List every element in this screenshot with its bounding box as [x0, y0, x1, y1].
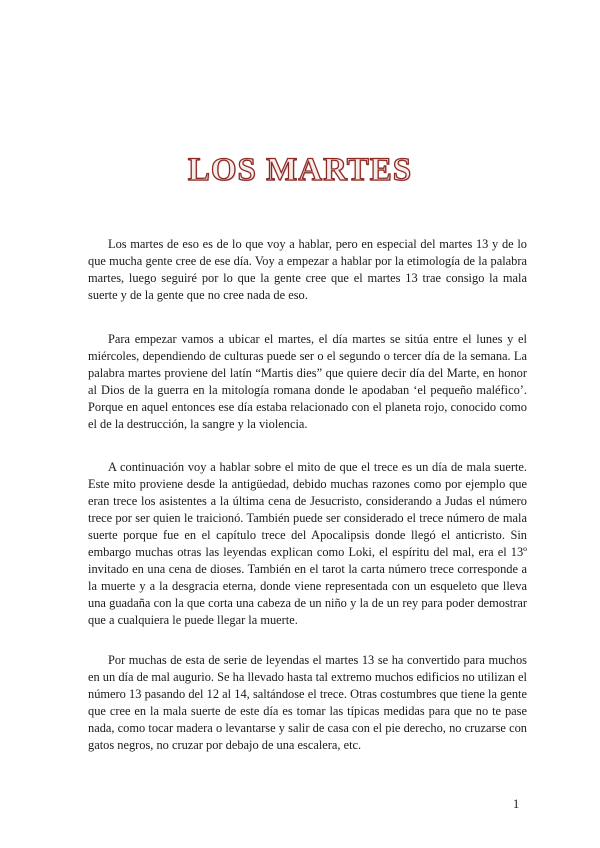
paragraph-intro: Los martes de eso es de lo que voy a hablar, pero en especial del martes 13 y de lo que mucha gente cree de ese día. Voy a empezar a hablar por la etimología de la palabra martes, luego seguiré por lo que la gente cree que el martes 13 trae consigo la mala suerte y de la gente que no cree nada de eso. [88, 237, 527, 302]
paragraph-myth: A continuación voy a hablar sobre el mito de que el trece es un día de mala suerte. Este mito proviene desde la antigüedad, debido muchas razones como por ejemplo que eran trece los asistentes a la última cena de Jesucristo, considerando a Judas el número trece por ser quien le traicionó. También puede ser considerado el trece número de mala suerte porque fue en el capítulo trece del Apocalipsis donde llegó el anticristo. Sin embargo muchas otras las leyendas explican como Loki, el espíritu del mal, era el 13º invitado en una cena de dioses. También en el tarot la carta número trece corresponde a la muerte y a la desgracia eterna, donde viene representada con un esqueleto que lleva una guadaña con la que corta una cabeza de un niño y la de un rey para poder demostrar que a cualquiera le puede llegar la muerte. [88, 460, 527, 627]
paragraph-etymology: Para empezar vamos a ubicar el martes, el día martes se sitúa entre el lunes y el miércoles, dependiendo de culturas puede ser o el segundo o tercer día de la semana. La palabra martes proviene del latín “Martis dies” que quiere decir día del Marte, en honor al Dios de la guerra en la mitología romana donde le apodaban ‘el pequeño maléfico’. Porque en aquel entonces ese día estaba relacionado con el planeta rojo, conocido como el de la destrucción, la sangre y la violencia. [88, 332, 527, 431]
page-number: 1 [513, 797, 520, 811]
paragraph-customs: Por muchas de esta de serie de leyendas el martes 13 se ha convertido para muchos en un día de mal augurio. Se ha llevado hasta tal extremo muchos edificios no utilizan el número 13 pasando del 12 al 14, saltándose el trece. Otras costumbres que tiene la gente que cree en la mala suerte de este día es tomar las típicas medidas para que no te pase nada, como tocar madera o levantarse y salir de casa con el pie derecho, no cruzarse con gatos negros, no cruzar por debajo de una escalera, etc. [88, 653, 527, 752]
document-title: LOS MARTES [187, 152, 413, 188]
